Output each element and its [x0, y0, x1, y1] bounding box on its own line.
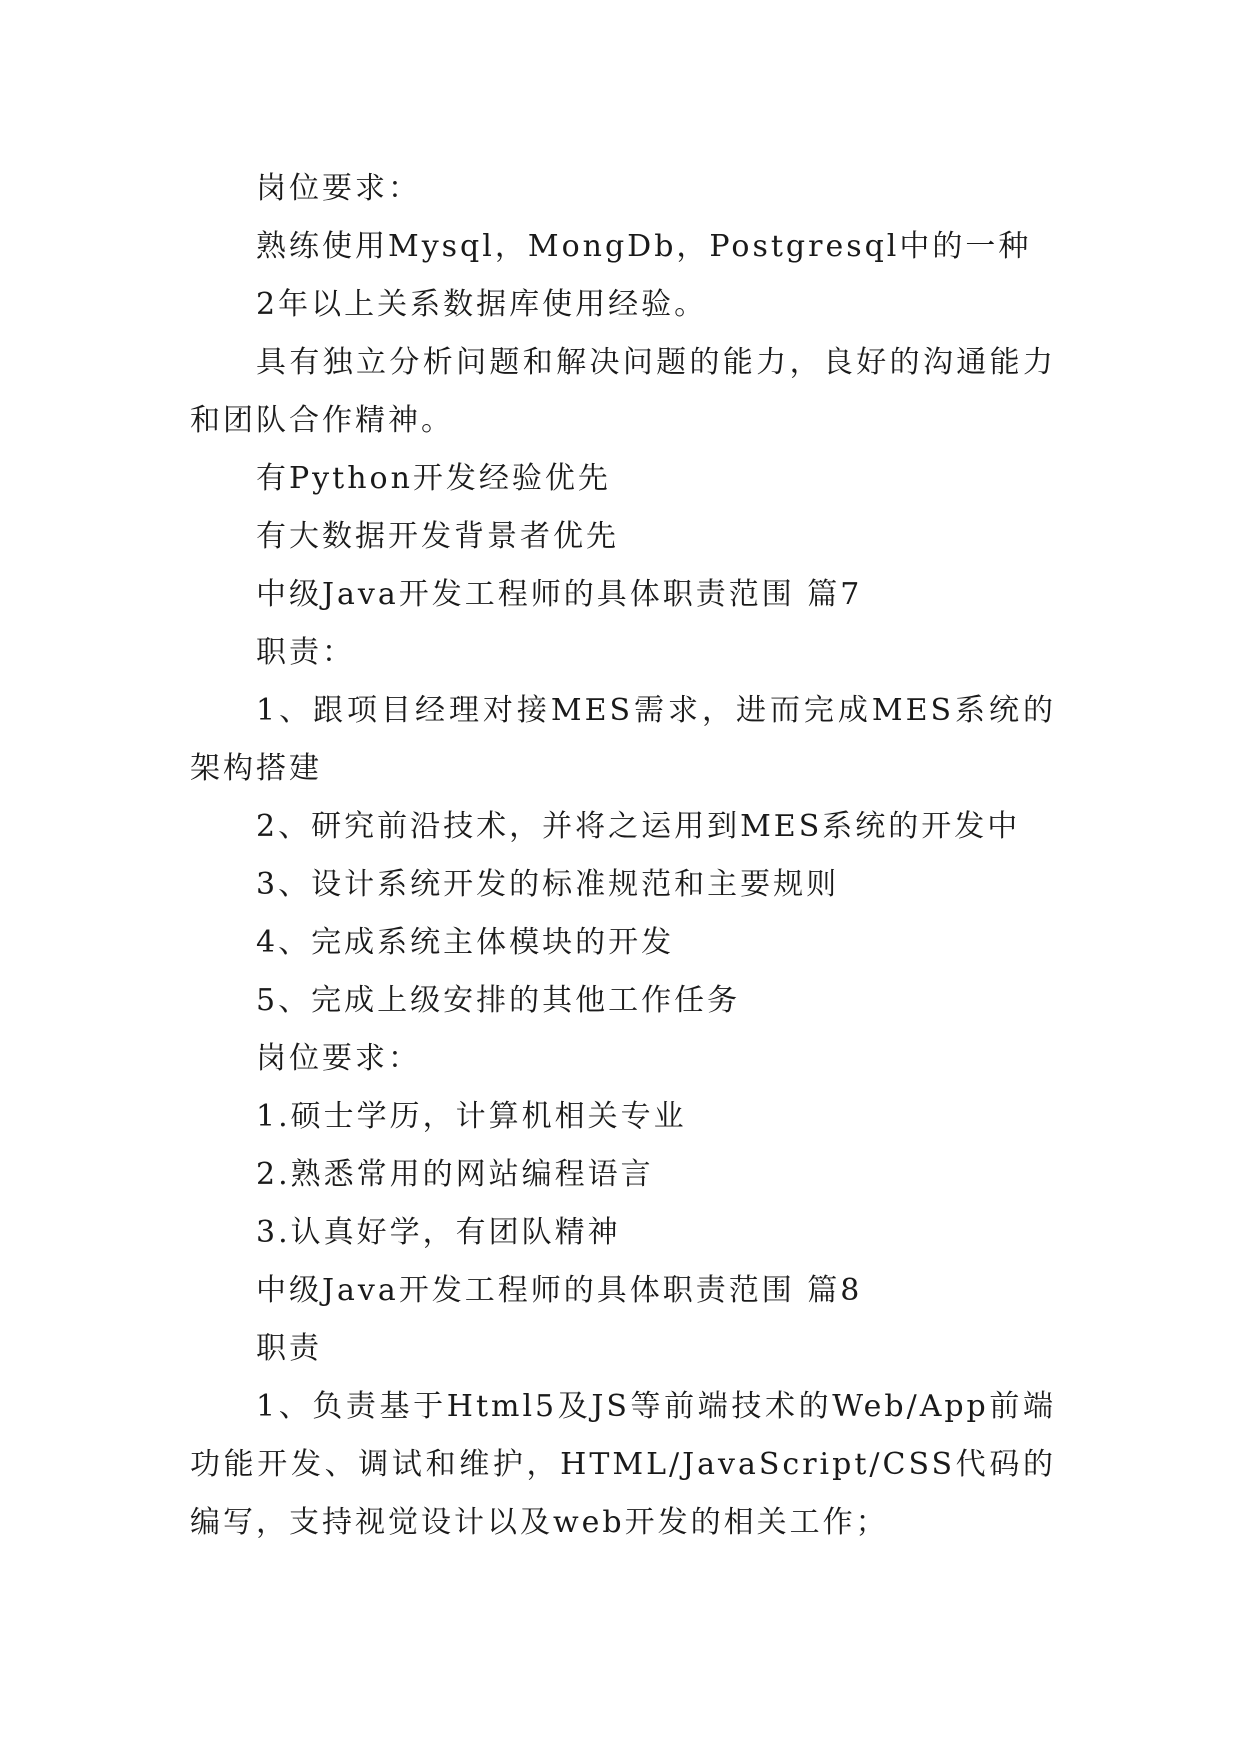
- duty-item: 1、负责基于Html5及JS等前端技术的Web/App前端功能开发、调试和维护，HTML/JavaScript/CSS代码的编写，支持视觉设计以及web开发的相关工作；: [190, 1389, 1056, 1540]
- article-heading: 中级Java开发工程师的具体职责范围 篇8: [256, 1273, 863, 1308]
- duty-item: 1、跟项目经理对接MES需求，进而完成MES系统的架构搭建: [190, 693, 1056, 786]
- section-heading-requirements: 岗位要求：: [256, 1041, 421, 1076]
- requirement-item: 熟练使用Mysql，MongDb，Postgresql中的一种: [256, 229, 1032, 264]
- section-heading-duties: 职责：: [256, 635, 355, 670]
- requirement-item: 有Python开发经验优先: [256, 461, 611, 496]
- duty-item: 5、完成上级安排的其他工作任务: [256, 983, 741, 1018]
- requirement-item: 有大数据开发背景者优先: [256, 519, 619, 554]
- requirement-item: 2年以上关系数据库使用经验。: [256, 287, 708, 322]
- document-body: [190, 160, 1056, 1552]
- section-heading-requirements: 岗位要求：: [256, 171, 421, 206]
- requirement-item: 具有独立分析问题和解决问题的能力，良好的沟通能力和团队合作精神。: [190, 345, 1056, 438]
- duty-item: 4、完成系统主体模块的开发: [256, 925, 675, 960]
- requirement-item: 2.熟悉常用的网站编程语言: [256, 1157, 654, 1192]
- duty-item: 2、研究前沿技术，并将之运用到MES系统的开发中: [256, 809, 1021, 844]
- requirement-item: 3.认真好学，有团队精神: [256, 1215, 621, 1250]
- article-heading: 中级Java开发工程师的具体职责范围 篇7: [256, 577, 863, 612]
- requirement-item: 1.硕士学历，计算机相关专业: [256, 1099, 687, 1134]
- section-heading-duties: 职责: [256, 1331, 322, 1366]
- duty-item: 3、设计系统开发的标准规范和主要规则: [256, 867, 840, 902]
